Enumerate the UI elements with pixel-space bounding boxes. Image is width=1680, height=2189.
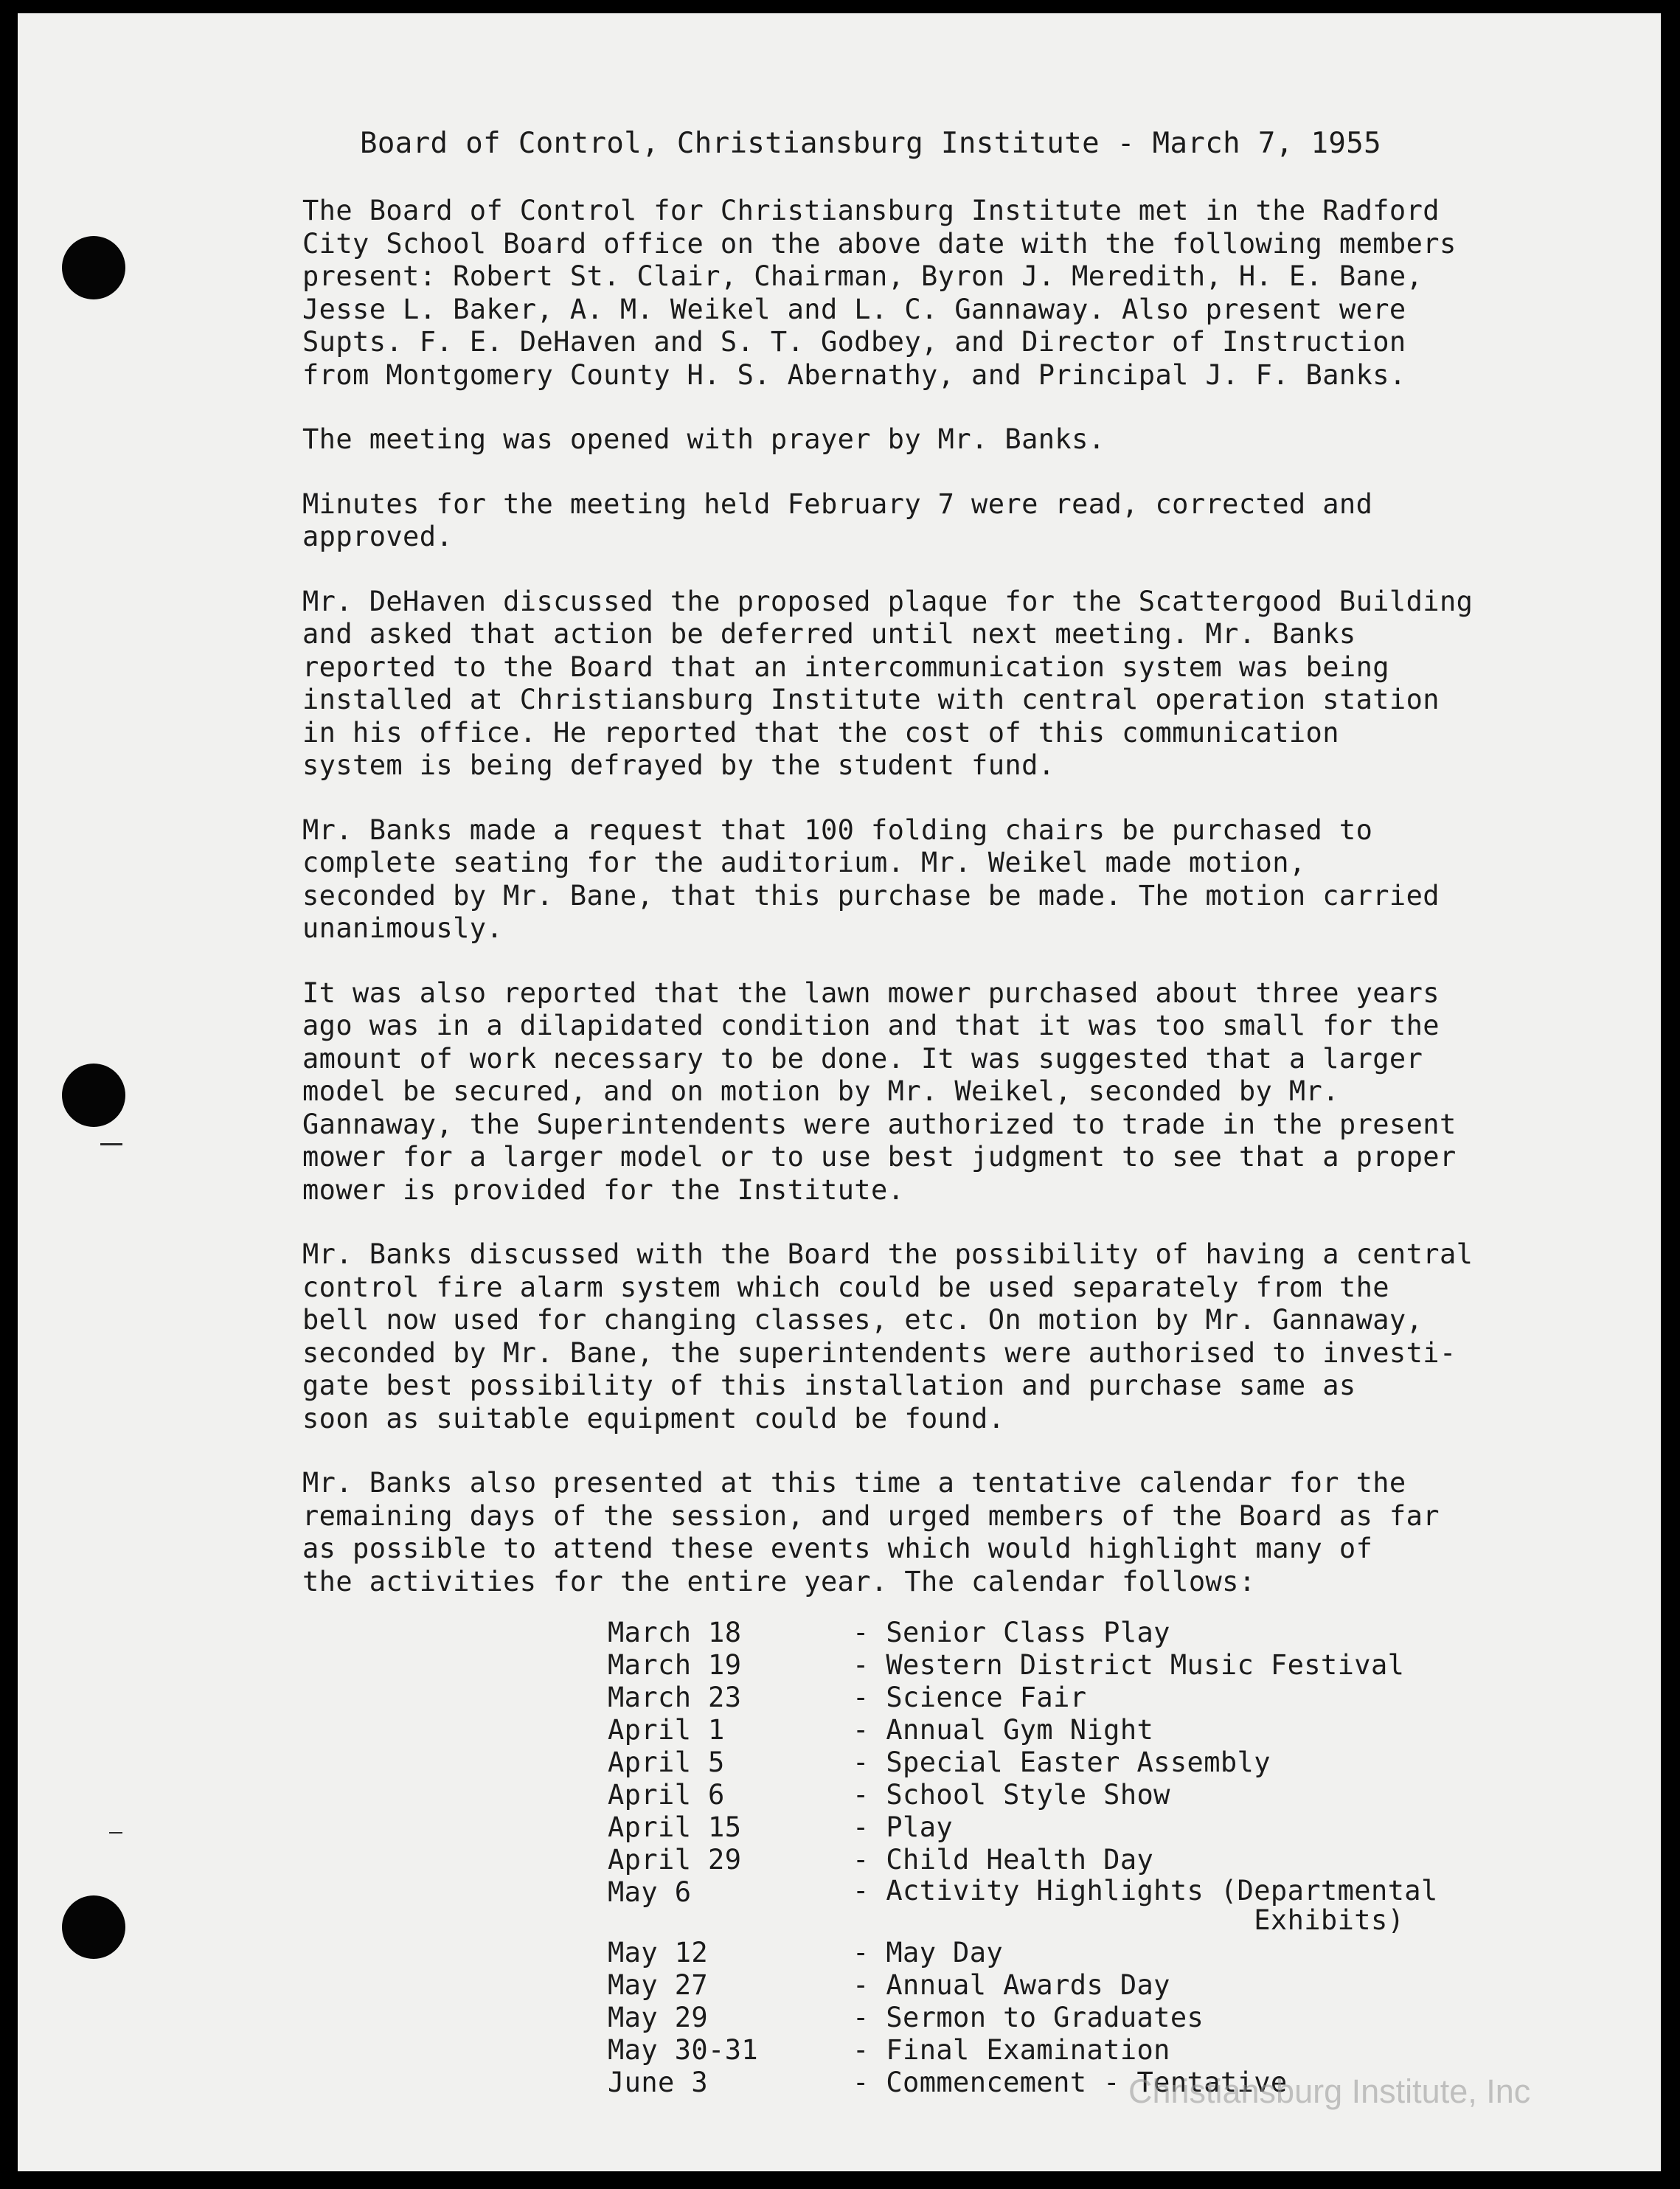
calendar-date: April 15: [608, 1811, 742, 1843]
calendar-row: [608, 1682, 1566, 1714]
paragraph-calendar-intro: Mr. Banks also presented at this time a tentative calendar for the remaining days of the session, and urged members of the Board as far as possible to attend these events which would highlight many of the activities for the entire year. The calendar follows:: [302, 1467, 1440, 1597]
events-calendar: [608, 1617, 1566, 2099]
calendar-row: [608, 1617, 1566, 1649]
calendar-row: [608, 1746, 1566, 1779]
paragraph-chairs: Mr. Banks made a request that 100 folding chairs be purchased to complete seating for the auditorium. Mr. Weikel made motion, seconded by Mr. Bane, that this purchase be made. The motion carried unanimously.: [302, 813, 1440, 944]
pencil-mark: [109, 1832, 122, 1834]
calendar-date: April 5: [608, 1746, 725, 1778]
calendar-event: - Sermon to Graduates: [853, 2002, 1204, 2033]
calendar-row: [608, 2002, 1566, 2034]
calendar-date: May 6: [608, 1876, 692, 1908]
calendar-date: March 19: [608, 1649, 742, 1681]
paragraph-fire-alarm: Mr. Banks discussed with the Board the possibility of having a central control fire alarm system which could be used separately from the bell now used for changing classes, etc. On motion by Mr. Gannaway, seconded by Mr. Bane, the superintendents were authorised to investi- gate best possibility of this installation and purchase same as soon as suitable equipment could be found.: [302, 1238, 1474, 1435]
calendar-event: - Play: [853, 1811, 954, 1843]
calendar-row: [608, 1969, 1566, 2002]
paragraph-prayer: The meeting was opened with prayer by Mr. Banks.: [302, 423, 1105, 455]
calendar-row: [608, 1649, 1566, 1682]
calendar-event: - Activity Highlights (Departmental Exhibits): [853, 1875, 1438, 1936]
calendar-event: - Annual Gym Night: [853, 1714, 1154, 1746]
calendar-date: June 3: [608, 2067, 709, 2098]
calendar-row: [608, 1779, 1566, 1811]
calendar-date: May 29: [608, 2002, 709, 2033]
calendar-event: - May Day: [853, 1937, 1004, 1968]
calendar-date: May 12: [608, 1937, 709, 1968]
paragraph-minutes: Minutes for the meeting held February 7 were read, corrected and approved.: [302, 488, 1373, 552]
punch-hole-bottom: [62, 1895, 125, 1959]
calendar-row: [608, 2034, 1566, 2067]
calendar-event: - Science Fair: [853, 1682, 1087, 1713]
document-title: Board of Control, Christiansburg Institute - March 7, 1955: [360, 127, 1382, 160]
punch-hole-top: [62, 236, 125, 299]
calendar-row: [608, 1876, 1566, 1935]
calendar-date: April 29: [608, 1844, 742, 1876]
calendar-event: - Western District Music Festival: [853, 1649, 1405, 1681]
calendar-row: [608, 1937, 1566, 1969]
calendar-row: [608, 1714, 1566, 1746]
calendar-date: April 6: [608, 1779, 725, 1811]
paragraph-lawn-mower: It was also reported that the lawn mower purchased about three years ago was in a dilapidated condition and that it was too small for the amount of work necessary to be done. It was suggested that a larger model be secured, and on motion by Mr. Weikel, seconded by Mr. Gannaway, the Superintendents were authorized to trade in the present mower for a larger model or to use best judgment to see that a proper mower is provided for the Institute.: [302, 976, 1457, 1206]
calendar-event: - Annual Awards Day: [853, 1969, 1170, 2001]
punch-hole-middle: [62, 1064, 125, 1127]
minutes-body: [302, 195, 1630, 1630]
calendar-row: [608, 1844, 1566, 1876]
calendar-event: - Final Examination: [853, 2034, 1170, 2066]
watermark: Christiansburg Institute, Inc: [1128, 2072, 1531, 2110]
calendar-event: - Child Health Day: [853, 1844, 1154, 1876]
calendar-date: April 1: [608, 1714, 725, 1746]
paragraph-plaque: Mr. DeHaven discussed the proposed plaque for the Scattergood Building and asked that action be deferred until next meeting. Mr. Banks reported to the Board that an intercommunication system was being installed at Christiansburg Institute with central operation station in his office. He reported that the cost of this communication system is being defrayed by the student fund.: [302, 585, 1474, 781]
calendar-date: May 30-31: [608, 2034, 759, 2066]
paragraph-attendance: The Board of Control for Christiansburg Institute met in the Radford City School Board office on the above date with the following members present: Robert St. Clair, Chairman, Byron J. Meredith, H. E. Bane, Jesse L. Baker, A. M. Weikel and L. C. Gannaway. Also present were Supts. F. E. DeHaven and S. T. Godbey, and Director of Instruction from Montgomery County H. S. Abernathy, and Principal J. F. Banks.: [302, 195, 1457, 391]
calendar-event: - Commencement - Tentative: [853, 2067, 1288, 2098]
calendar-date: March 18: [608, 1617, 742, 1648]
calendar-event: - School Style Show: [853, 1779, 1170, 1811]
calendar-row: [608, 1811, 1566, 1844]
pencil-mark: [100, 1143, 122, 1145]
calendar-date: May 27: [608, 1969, 709, 2001]
calendar-date: March 23: [608, 1682, 742, 1713]
calendar-event: - Special Easter Assembly: [853, 1746, 1271, 1778]
calendar-event: - Senior Class Play: [853, 1617, 1170, 1648]
document-page: [18, 13, 1661, 2171]
